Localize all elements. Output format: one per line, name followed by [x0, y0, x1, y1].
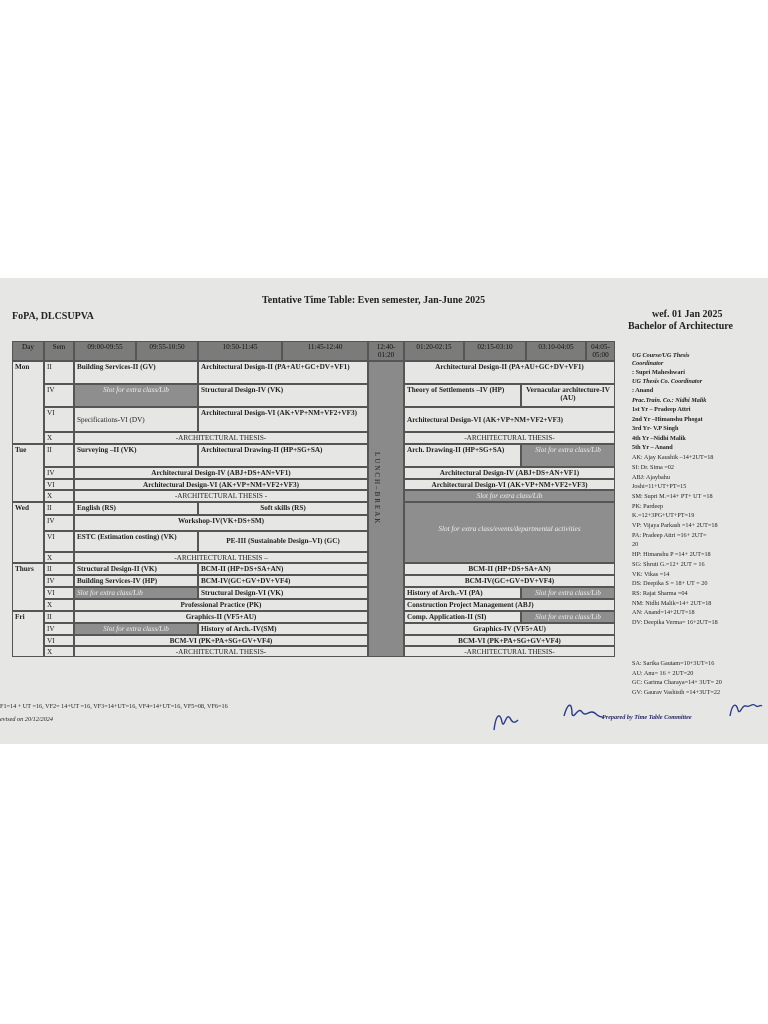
class-cell: Soft skills (RS) [198, 502, 368, 515]
day-label: Wed [12, 502, 44, 563]
signature [728, 696, 764, 725]
program-name: Bachelor of Architecture [628, 321, 733, 332]
header-sem: Sem [44, 341, 74, 361]
panel-line: Coordinator [632, 360, 664, 367]
class-cell: Professional Practice (PK) [74, 599, 368, 611]
thesis-cell: -ARCHITECTURAL THESIS - [74, 490, 368, 502]
faculty-load: AN: Anand=14+2UT=18 [632, 609, 695, 616]
sem-label: X [44, 599, 74, 611]
panel-line: UG Course/UG Thesis [632, 352, 690, 359]
class-cell: Architectural Design-II (PA+AU+GC+DV+VF1) [404, 361, 615, 384]
class-cell: Graphics-IV (VF5+AU) [404, 623, 615, 635]
faculty-load: DS: Deepika S = 18+ UT = 20 [632, 580, 708, 587]
timetable-document [0, 278, 768, 744]
class-cell: Workshop-IV(VK+DS+SM) [74, 515, 368, 531]
sem-label: VI [44, 587, 74, 599]
header-time: 03:10-04:05 [526, 341, 586, 361]
free-slot: Slot for extra class/Lib [521, 587, 615, 599]
class-cell: BCM-II (HP+DS+SA+AN) [198, 563, 368, 575]
free-slot: Slot for extra class/Lib [74, 623, 198, 635]
sem-label: X [44, 552, 74, 563]
signature-mark [728, 696, 764, 722]
signature-mark [490, 708, 520, 736]
free-slot: Slot for extra class/Lib [404, 490, 615, 502]
header-time: 02:15-03:10 [464, 341, 526, 361]
class-cell: History of Arch.-VI (PA) [404, 587, 521, 599]
faculty-load: K.=12+3PG+UT+PT=19 [632, 512, 695, 519]
sem-label: VI [44, 531, 74, 552]
panel-line: Prac.Train. Co.: Nidhi Malik [632, 397, 707, 404]
sem-label: IV [44, 384, 74, 407]
faculty-load: PK: Pardeep [632, 503, 664, 510]
panel-line: 2nd Yr –Himanshu Phogat [632, 416, 703, 423]
faculty-load: SM: Supri M.=14+ PT+ UT =18 [632, 493, 713, 500]
sem-label: II [44, 502, 74, 515]
class-cell: Building Services-IV (HP) [74, 575, 198, 587]
class-cell: Architectural Design-VI (AK+VP+NM+VF2+VF3) [74, 479, 368, 490]
lunch-break-column [368, 361, 404, 657]
faculty-load: HP: Himanshu P =14+ 2UT=18 [632, 551, 711, 558]
background-bottom [0, 744, 768, 1024]
timetable-grid [12, 341, 615, 657]
header-time: 04:05- 05:00 [586, 341, 615, 361]
faculty-load: SG: Shruti G.=12+ 2UT = 16 [632, 561, 705, 568]
class-cell: Architectural Design-VI (AK+VP+NM+VF2+VF3) [404, 407, 615, 432]
header-time: 01:20-02:15 [404, 341, 464, 361]
sem-label: IV [44, 515, 74, 531]
sem-label: IV [44, 575, 74, 587]
panel-line: 5th Yr – Anand [632, 444, 673, 451]
faculty-load: SA: Sarika Gautam=10+3UT=16 [632, 660, 715, 667]
sem-label: VI [44, 407, 74, 432]
sem-label: IV [44, 623, 74, 635]
faculty-load: ABJ: Ajaybahu [632, 474, 670, 481]
signature [562, 698, 606, 727]
class-cell: History of Arch.-IV(SM) [198, 623, 368, 635]
header-day: Day [12, 341, 44, 361]
sem-label: VI [44, 479, 74, 490]
thesis-cell: -ARCHITECTURAL THESIS- [74, 432, 368, 444]
revision-date: evised on 20/12/2024 [0, 716, 53, 723]
header-time: 10:50-11:45 [198, 341, 282, 361]
class-cell: Building Services-II (GV) [74, 361, 198, 384]
panel-line: : Supri Maheshwari [632, 369, 685, 376]
class-cell: Architectural Drawing-II (HP+SG+SA) [198, 444, 368, 467]
college-name: FoPA, DLCSUPVA [12, 311, 94, 322]
faculty-load: AU: Anu= 16 + 2UT=20 [632, 670, 694, 677]
free-slot: Slot for extra class/events/departmental activities [404, 502, 615, 563]
day-label: Fri [12, 611, 44, 657]
class-cell: Structural Design-IV (VK) [198, 384, 368, 407]
sem-label: II [44, 444, 74, 467]
class-cell: Construction Project Management (ABJ) [404, 599, 615, 611]
faculty-load: VP: Vijaya Parkash =14+ 2UT=18 [632, 522, 718, 529]
class-cell: Graphics-II (VF5+AU) [74, 611, 368, 623]
free-slot: Slot for extra class/Lib [521, 444, 615, 467]
thesis-cell: -ARCHITECTURAL THESIS- [74, 646, 368, 657]
header-time: 09:00-09:55 [74, 341, 136, 361]
sem-label: X [44, 490, 74, 502]
panel-line: UG Thesis Co. Coordinator [632, 378, 703, 385]
signature [490, 708, 520, 739]
faculty-load: AK: Ajay Kaushik –14+2UT=18 [632, 454, 714, 461]
panel-line: 4th Yr –Nidhi Malik [632, 435, 686, 442]
thesis-cell: -ARCHITECTURAL THESIS- [404, 432, 615, 444]
class-cell: Specifications-VI (DV) [74, 407, 198, 432]
sem-label: X [44, 646, 74, 657]
thesis-cell: -ARCHITECTURAL THESIS – [74, 552, 368, 563]
faculty-load: GV: Gaurav Vashisth =14+3UT=22 [632, 689, 721, 696]
free-slot: Slot for extra class/Lib [74, 587, 198, 599]
header-lunch-time: 12:40- 01:20 [368, 341, 404, 361]
panel-line: 1st Yr – Pradeep Attri [632, 406, 691, 413]
class-cell: BCM-IV(GC+GV+DV+VF4) [404, 575, 615, 587]
free-slot: Slot for extra class/Lib [74, 384, 198, 407]
class-cell: Architectural Design-VI (AK+VP+NM+VF2+VF3) [404, 479, 615, 490]
document-title: Tentative Time Table: Even semester, Jan-June 2025 [262, 295, 486, 306]
sem-label: VI [44, 635, 74, 646]
day-label: Mon [12, 361, 44, 444]
class-cell: BCM-II (HP+DS+SA+AN) [404, 563, 615, 575]
class-cell: Theory of Settlements –IV (HP) [404, 384, 521, 407]
faculty-load: NM: Nidhi Malik=14+ 2UT=18 [632, 600, 712, 607]
class-cell: Architectural Design-II (PA+AU+GC+DV+VF1) [198, 361, 368, 384]
background-top [0, 0, 768, 278]
class-cell: Architectural Design-IV (ABJ+DS+AN+VF1) [404, 467, 615, 479]
class-cell: Architectural Design-VI (AK+VP+NM+VF2+VF3) [198, 407, 368, 432]
day-label: Thurs [12, 563, 44, 611]
day-label: Tue [12, 444, 44, 502]
panel-line: 3rd Yr- V.P Singh [632, 425, 679, 432]
faculty-load: Joshi=11+UT+PT=15 [632, 483, 687, 490]
signature-mark [562, 698, 606, 724]
faculty-load: VK: Vikas =14 [632, 571, 670, 578]
header-time: 11:45-12:40 [282, 341, 368, 361]
sem-label: IV [44, 467, 74, 479]
class-cell: English (RS) [74, 502, 198, 515]
class-cell: Surveying –II (VK) [74, 444, 198, 467]
faculty-load: 20 [632, 541, 639, 548]
class-cell: ESTC (Estimation costing) (VK) [74, 531, 198, 552]
class-cell: Arch. Drawing-II (HP+SG+SA) [404, 444, 521, 467]
sem-label: II [44, 611, 74, 623]
faculty-load: GC: Garima Charaya=14+ 3UT= 20 [632, 679, 722, 686]
faculty-load: SI: Dr. Sima =02 [632, 464, 674, 471]
faculty-load: RS: Rajat Sharma =04 [632, 590, 688, 597]
class-cell: PE-III (Sustainable Design–VI) (GC) [198, 531, 368, 552]
lunch-break-label: LUNCH–BREAK [373, 452, 381, 526]
class-cell: BCM-VI (PK+PA+SG+GV+VF4) [404, 635, 615, 646]
faculty-load: PA: Pradeep Attri =16+ 2UT= [632, 532, 707, 539]
class-cell: Architectural Design-IV (ABJ+DS+AN+VF1) [74, 467, 368, 479]
class-cell: Structural Design-VI (VK) [198, 587, 368, 599]
class-cell: BCM-IV(GC+GV+DV+VF4) [198, 575, 368, 587]
class-cell: Structural Design-II (VK) [74, 563, 198, 575]
thesis-cell: -ARCHITECTURAL THESIS- [404, 646, 615, 657]
sem-label: X [44, 432, 74, 444]
effective-date: wef. 01 Jan 2025 [652, 309, 723, 320]
faculty-load: DV: Deepika Verma= 16+2UT=18 [632, 619, 718, 626]
panel-line: : Anand [632, 387, 654, 394]
class-cell: BCM-VI (PK+PA+SG+GV+VF4) [74, 635, 368, 646]
prepared-by: Prepared by Time Table Committee [602, 714, 692, 721]
header-time: 09:55-10:50 [136, 341, 198, 361]
sem-label: II [44, 361, 74, 384]
sem-label: II [44, 563, 74, 575]
visiting-faculty-note: F1=14 + UT =16, VF2= 14+UT =16, VF3=14+UT=16, VF4=14+UT=16, VF5=08, VF6=16 [0, 703, 228, 710]
class-cell: Vernacular architecture-IV (AU) [521, 384, 615, 407]
class-cell: Comp. Application-II (SI) [404, 611, 521, 623]
free-slot: Slot for extra class/Lib [521, 611, 615, 623]
